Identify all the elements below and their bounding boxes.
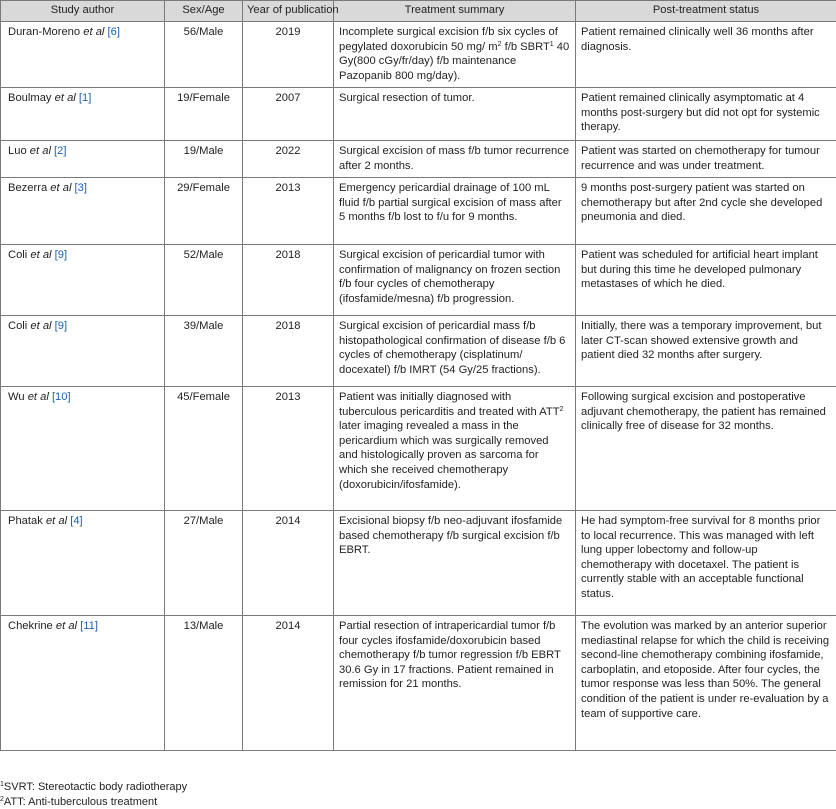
study-author-cell: Wu et al [10] [1, 387, 165, 511]
reference-link[interactable]: [3] [75, 182, 87, 194]
table-row [1, 141, 836, 178]
reference-link[interactable]: [4] [70, 515, 82, 527]
year-cell: 2018 [243, 316, 334, 387]
status-cell: Patient remained clinically asymptomatic at 4 months post-surgery but did not opt for systemic therapy. [576, 88, 836, 141]
study-author-cell: Duran-Moreno et al [6] [1, 22, 165, 88]
status-cell: The evolution was marked by an anterior superior mediastinal relapse for which the child is receiving second-line chemotherapy combining ifosfamide, carboplatin, and etoposide. After four cycles, the tumor response was less than 50%. The general condition of the patient is under re-evaluation by a team of supportive care. [576, 616, 836, 751]
sex-age-cell: 56/Male [165, 22, 243, 88]
table-row [1, 616, 836, 751]
header-treatment-summary: Treatment summary [334, 1, 576, 22]
year-cell: 2013 [243, 387, 334, 511]
status-cell: He had symptom-free survival for 8 months prior to local recurrence. This was managed with left lung upper lobectomy and follow-up chemotherapy with docetaxel. The patient is currently stable with an acceptable functional status. [576, 511, 836, 616]
status-cell: Patient remained clinically well 36 months after diagnosis. [576, 22, 836, 88]
study-author-cell: Phatak et al [4] [1, 511, 165, 616]
year-cell: 2014 [243, 511, 334, 616]
sex-age-cell: 52/Male [165, 245, 243, 316]
status-cell: Initially, there was a temporary improvement, but later CT-scan showed extensive growth and patient died 32 months after surgery. [576, 316, 836, 387]
treatment-cell: Excisional biopsy f/b neo-adjuvant ifosfamide based chemotherapy f/b surgical excision f/b EBRT. [334, 511, 576, 616]
treatment-cell: Partial resection of intrapericardial tumor f/b four cycles ifosfamide/doxorubicin based chemotherapy f/b tumor regression f/b EBRT 30.6 Gy in 17 fractions. Patient remained in remission for 21 months. [334, 616, 576, 751]
sex-age-cell: 45/Female [165, 387, 243, 511]
sex-age-cell: 29/Female [165, 178, 243, 245]
year-cell: 2022 [243, 141, 334, 178]
status-cell: Patient was started on chemotherapy for tumour recurrence and was under treatment. [576, 141, 836, 178]
study-author-cell: Boulmay et al [1] [1, 88, 165, 141]
table-row [1, 178, 836, 245]
treatment-cell: Surgical excision of mass f/b tumor recurrence after 2 months. [334, 141, 576, 178]
treatment-cell: Surgical resection of tumor. [334, 88, 576, 141]
status-cell: Patient was scheduled for artificial heart implant but during this time he developed pulmonary metastases of which he died. [576, 245, 836, 316]
reference-link[interactable]: [1] [79, 92, 91, 104]
reference-link[interactable]: [11] [80, 620, 98, 632]
treatment-cell: Surgical excision of pericardial mass f/b histopathological confirmation of disease f/b 6 cycles of chemotherapy (cisplatinum/ docexatel) f/b IMRT (54 Gy/25 fractions). [334, 316, 576, 387]
table-row [1, 22, 836, 88]
study-author-cell: Luo et al [2] [1, 141, 165, 178]
year-cell: 2007 [243, 88, 334, 141]
sex-age-cell: 39/Male [165, 316, 243, 387]
study-author-cell: Coli et al [9] [1, 245, 165, 316]
treatment-cell: Incomplete surgical excision f/b six cycles of pegylated doxorubicin 50 mg/ $m^2$ f/b SBRT$^1$ 40 Gy(800 cGy/fr/day) f/b maintenance Pazopanib 800 mg/day). [334, 22, 576, 88]
year-cell: 2019 [243, 22, 334, 88]
treatment-cell: Emergency pericardial drainage of 100 mL fluid f/b partial surgical excision of mass after 5 months f/b lost to f/u for 9 months. [334, 178, 576, 245]
status-cell: 9 months post-surgery patient was started on chemotherapy but after 2nd cycle she developed pneumonia and died. [576, 178, 836, 245]
table-row [1, 316, 836, 387]
study-author-cell: Chekrine et al [11] [1, 616, 165, 751]
table-row [1, 88, 836, 141]
year-cell: 2014 [243, 616, 334, 751]
reference-link[interactable]: [6] [108, 26, 120, 38]
treatment-cell: Patient was initially diagnosed with tuberculous pericarditis and treated with ATT$^2$ later imaging revealed a mass in the pericardium which was surgically removed and histologically proven as sarcoma for which she received chemotherapy (doxorubicin/ifosfamide). [334, 387, 576, 511]
footnote-1: $^1$SVRT: Stereotactic body radiotherapy [0, 781, 187, 794]
study-author-cell: Coli et al [9] [1, 316, 165, 387]
header-year: Year of publication [243, 1, 334, 22]
year-cell: 2018 [243, 245, 334, 316]
treatment-cell: Surgical excision of pericardial tumor with confirmation of malignancy on frozen section f/b four cycles of chemotherapy (ifosfamide/mesna) f/b progression. [334, 245, 576, 316]
footnote-2: $^2$ATT: Anti-tuberculous treatment [0, 796, 157, 809]
sex-age-cell: 19/Male [165, 141, 243, 178]
reference-link[interactable]: [9] [55, 320, 67, 332]
year-cell: 2013 [243, 178, 334, 245]
header-row [1, 1, 836, 22]
table-row [1, 387, 836, 511]
reference-link[interactable]: [10] [52, 391, 71, 403]
sex-age-cell: 19/Female [165, 88, 243, 141]
header-sex-age: Sex/Age [165, 1, 243, 22]
table-row [1, 245, 836, 316]
status-cell: Following surgical excision and postoperative adjuvant chemotherapy, the patient has remained clinically free of disease for 32 months. [576, 387, 836, 511]
reference-link[interactable]: [9] [55, 249, 67, 261]
table-row [1, 511, 836, 616]
reference-link[interactable]: [2] [54, 145, 66, 157]
study-author-cell: Bezerra et al [3] [1, 178, 165, 245]
header-study-author: Study author [1, 1, 165, 22]
header-post-treatment-status: Post-treatment status [576, 1, 836, 22]
sex-age-cell: 13/Male [165, 616, 243, 751]
sex-age-cell: 27/Male [165, 511, 243, 616]
